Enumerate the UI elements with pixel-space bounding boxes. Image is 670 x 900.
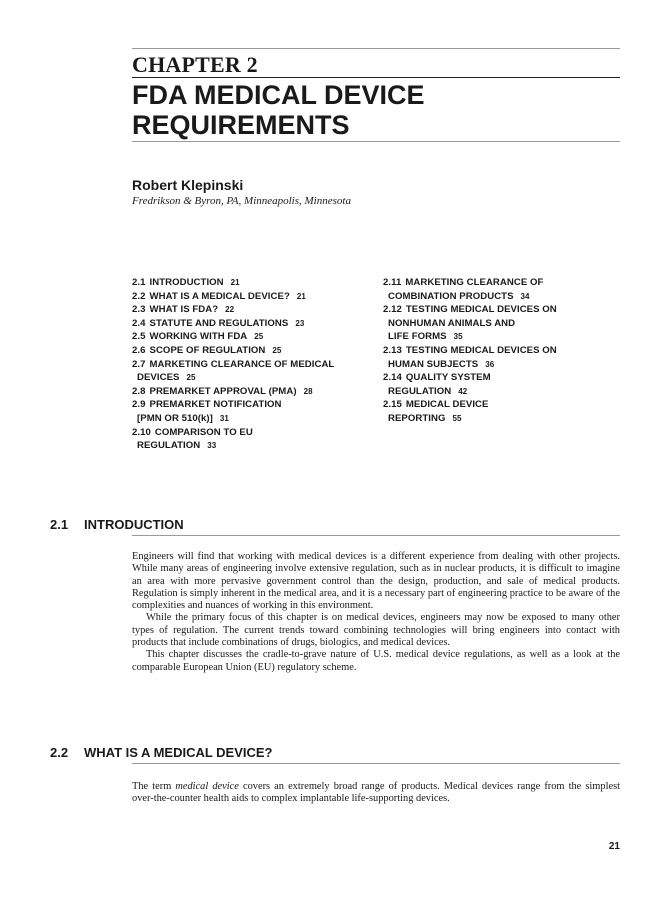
toc-entry-number: 2.14 (383, 372, 402, 384)
toc-entry-number: 2.6 (132, 344, 146, 356)
section-rule-intro (132, 535, 620, 536)
toc-entry-title: WORKING WITH FDA (149, 331, 248, 343)
toc-right-column (383, 276, 613, 426)
section-heading-device (50, 745, 273, 760)
top-rule (132, 48, 620, 49)
toc-entry-title: NONHUMAN ANIMALS AND (388, 317, 516, 329)
toc-entry-line (132, 276, 372, 290)
toc-entry-title: COMPARISON TO EU (154, 426, 253, 438)
toc-entry-title: WHAT IS FDA? (149, 304, 219, 316)
device-term: medical device (175, 781, 239, 792)
toc-entry-line (132, 303, 372, 317)
toc-entry-title: LIFE FORMS (388, 331, 447, 343)
toc-entry-line (383, 290, 613, 304)
toc-entry-line (383, 303, 613, 317)
toc-entry-line (132, 385, 372, 399)
toc-entry-line (383, 344, 613, 358)
toc-entry-title: REPORTING (388, 412, 446, 424)
toc-entry-page: 34 (520, 291, 530, 301)
section-title: WHAT IS A MEDICAL DEVICE? (84, 745, 273, 760)
device-body (132, 781, 620, 806)
toc-entry-title: PREMARKET APPROVAL (PMA) (149, 385, 297, 397)
toc-entry-page: 33 (207, 441, 217, 451)
toc-entry-number: 2.4 (132, 317, 146, 329)
toc-entry-page: 31 (219, 413, 229, 423)
toc-entry-title: STATUTE AND REGULATIONS (149, 317, 289, 329)
toc-entry-line (383, 276, 613, 290)
toc-entry-title: PREMARKET NOTIFICATION (149, 399, 282, 411)
title-rule (132, 141, 620, 142)
toc-entry-number: 2.13 (383, 344, 402, 356)
toc-entry-page: 25 (186, 373, 196, 383)
section-rule-device (132, 763, 620, 764)
toc-entry-title: MARKETING CLEARANCE OF (405, 277, 544, 288)
toc-entry-line (383, 412, 613, 426)
chapter-title: FDA MEDICAL DEVICE REQUIREMENTS (132, 80, 425, 140)
author-name: Robert Klepinski (132, 177, 244, 193)
device-text-rest: covers an extremely broad range of products. Medical devices range from the simplest over-the-counter health aids to complex implantable life-supporting devices. (132, 781, 621, 805)
toc-entry-page: 36 (485, 359, 495, 369)
device-text-lead: The term (132, 781, 176, 792)
toc-entry-number: 2.2 (132, 290, 146, 302)
toc-entry-line (132, 330, 372, 344)
author-affiliation: Fredrikson & Byron, PA, Minneapolis, Minnesota (132, 195, 351, 207)
toc-entry-title: SCOPE OF REGULATION (149, 344, 266, 356)
toc-entry-number: 2.10 (132, 426, 151, 438)
toc-entry-number: 2.1 (132, 277, 146, 288)
toc-entry-number: 2.3 (132, 304, 146, 316)
section-title: INTRODUCTION (84, 517, 184, 532)
intro-paragraph-2: While the primary focus of this chapter is on medical devices, engineers may now be exposed to many other types of regulation. The current trends toward combining technologies will bring engineers into contact with products that include combinations of drugs, biologics, and medical devices. (132, 612, 620, 649)
toc-entry-number: 2.5 (132, 331, 146, 343)
section-number: 2.2 (50, 745, 69, 760)
toc-entry-title: HUMAN SUBJECTS (388, 358, 479, 370)
toc-entry-title: MEDICAL DEVICE (405, 399, 489, 411)
toc-entry-line (132, 358, 372, 372)
toc-entry-line (383, 330, 613, 344)
toc-entry-page: 55 (452, 413, 462, 423)
toc-entry-number: 2.8 (132, 385, 146, 397)
toc-entry-line (132, 371, 372, 385)
toc-entry-page: 25 (254, 332, 264, 342)
toc-entry-page: 22 (225, 305, 235, 315)
toc-entry-page: 28 (303, 386, 313, 396)
section-number: 2.1 (50, 517, 69, 532)
toc-entry-line (132, 426, 372, 440)
toc-entry-title: COMBINATION PRODUCTS (388, 290, 514, 302)
toc-entry-page: 21 (296, 291, 306, 301)
device-paragraph-1 (132, 781, 620, 806)
intro-paragraph-1: Engineers will find that working with medical devices is a different experience from dealing with other projects. While many areas of engineering involve extensive regulation, such as in nuclear products, it is difficult to imagine an area with more pervasive government control than the design, production, and sale of medical products. Regulation is simply inherent in the medical area, and it is a necessary part of engineering practice to be aware of the complexities and nuances of working in this environment. (132, 551, 620, 612)
toc-entry-line (383, 358, 613, 372)
chapter-rule (132, 77, 620, 78)
toc-entry-line (132, 290, 372, 304)
toc-entry-line (383, 385, 613, 399)
chapter-label: CHAPTER 2 (132, 52, 258, 77)
toc-entry-line (132, 317, 372, 331)
toc-entry-title: INTRODUCTION (149, 277, 224, 288)
toc-entry-page: 35 (453, 332, 463, 342)
toc-entry-title: QUALITY SYSTEM (405, 372, 491, 384)
toc-entry-line (132, 344, 372, 358)
toc-entry-line (132, 398, 372, 412)
page-number: 21 (608, 841, 620, 852)
toc-left-column (132, 276, 372, 453)
section-heading-intro (50, 517, 184, 532)
toc-entry-number: 2.7 (132, 358, 146, 370)
toc-entry-page: 42 (458, 386, 468, 396)
toc-entry-page: 25 (272, 345, 282, 355)
toc-entry-number: 2.9 (132, 399, 146, 411)
toc-entry-title: MARKETING CLEARANCE OF MEDICAL (149, 358, 335, 370)
toc-entry-number: 2.12 (383, 304, 402, 316)
toc-entry-title: REGULATION (137, 440, 201, 452)
toc-entry-title: TESTING MEDICAL DEVICES ON (405, 344, 557, 356)
toc-entry-line (132, 412, 372, 426)
toc-entry-title: [PMN OR 510(k)] (137, 412, 213, 424)
toc-entry-line (383, 317, 613, 331)
toc-entry-line (383, 371, 613, 385)
toc-entry-line (132, 439, 372, 453)
toc-entry-number: 2.11 (383, 277, 402, 288)
toc-entry-line (383, 398, 613, 412)
intro-body (132, 551, 620, 674)
toc-entry-page: 21 (230, 278, 240, 287)
toc-entry-title: REGULATION (388, 385, 452, 397)
toc-entry-number: 2.15 (383, 399, 402, 411)
toc-entry-title: TESTING MEDICAL DEVICES ON (405, 304, 557, 316)
toc-entry-title: DEVICES (137, 372, 180, 384)
toc-entry-page: 23 (295, 318, 305, 328)
toc-entry-title: WHAT IS A MEDICAL DEVICE? (149, 290, 290, 302)
intro-paragraph-3: This chapter discusses the cradle-to-grave nature of U.S. medical device regulations, as well as a look at the comparable European Union (EU) regulatory scheme. (132, 649, 620, 673)
